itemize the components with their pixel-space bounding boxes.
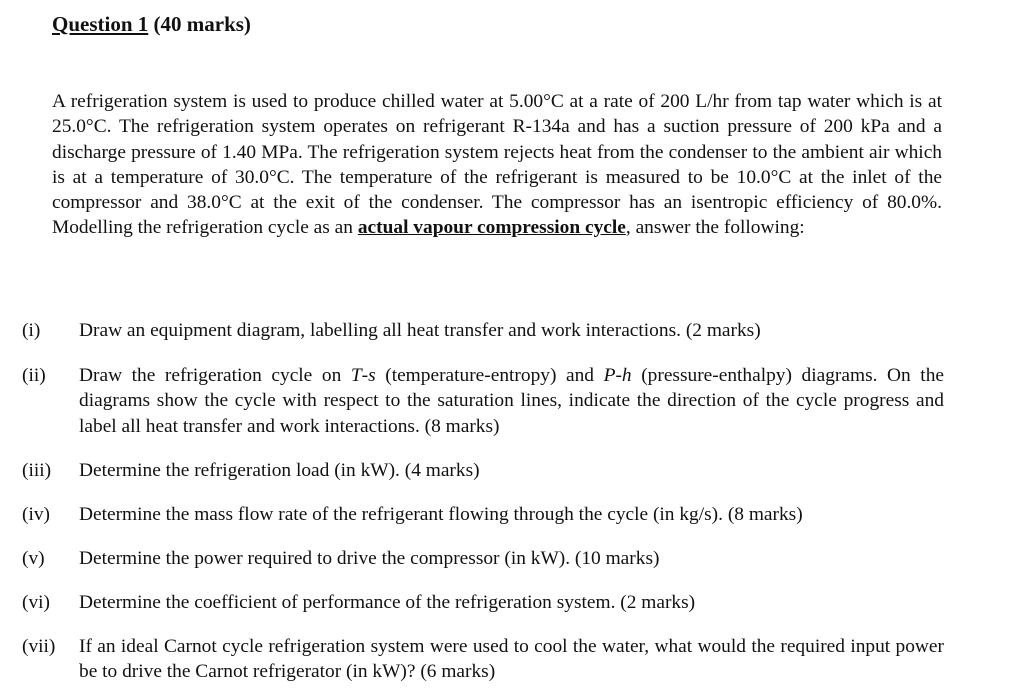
question-intro-paragraph [52, 89, 942, 241]
question-number: Question 1 [52, 12, 149, 36]
sub-question-text: Draw an equipment diagram, labelling all heat transfer and work interactions. (2 marks) [79, 320, 761, 341]
sub-question-text: Draw the refrigeration cycle on T-s (temperature-entropy) and P-h (pressure-enthalpy) diagrams. On the diagrams show the cycle with respect to the saturation lines, indicate the direction of the cycle progress and label all heat transfer and work interactions. (8 marks) [79, 365, 945, 437]
sub-question-number: (ii) [22, 365, 46, 386]
sub-question-v [22, 546, 944, 571]
sub-question-text: Determine the power required to drive the compressor (in kW). (10 marks) [79, 548, 660, 569]
sub-question-vi [22, 590, 944, 615]
sub-question-text: Determine the coefficient of performance of the refrigeration system. (2 marks) [79, 592, 696, 613]
sub-question-number: (iv) [22, 504, 50, 525]
question-title [52, 10, 251, 38]
intro-text-end: , answer the following: [625, 217, 805, 239]
sub-question-iii [22, 458, 944, 483]
intro-emphasis: actual vapour compression cycle [357, 217, 626, 239]
sub-question-number: (i) [22, 320, 41, 341]
sub-question-number: (vi) [22, 592, 50, 613]
sub-question-number: (vii) [22, 636, 56, 657]
intro-text: A refrigeration system is used to produce chilled water at 5.00°C at a rate of 200 L/hr from tap water which is at 25.0°C. The refrigeration system operates on refrigerant R-134a and has a suction pressure of 200 kPa and a discharge pressure of 1.40 MPa. The refrigeration system rejects heat from the condenser to the ambient air which is at a temperature of 30.0°C. The temperature of the refrigerant is measured to be 10.0°C at the inlet of the compressor and 38.0°C at the exit of the condenser. The compressor has an isentropic efficiency of 80.0%. Modelling the refrigeration cycle as an [52, 91, 942, 239]
sub-question-number: (iii) [22, 460, 52, 481]
sub-question-i [22, 318, 944, 343]
sub-question-ii [22, 363, 944, 439]
sub-question-number: (v) [22, 548, 45, 569]
sub-question-text: Determine the mass flow rate of the refrigerant flowing through the cycle (in kg/s). (8 marks) [79, 504, 803, 525]
question-marks: (40 marks) [148, 12, 251, 36]
sub-question-text: If an ideal Carnot cycle refrigeration system were used to cool the water, what would the required input power be to drive the Carnot refrigerator (in kW)? (6 marks) [79, 636, 944, 683]
sub-question-iv [22, 502, 944, 527]
sub-question-text: Determine the refrigeration load (in kW). (4 marks) [79, 460, 480, 481]
sub-question-vii [22, 634, 944, 685]
